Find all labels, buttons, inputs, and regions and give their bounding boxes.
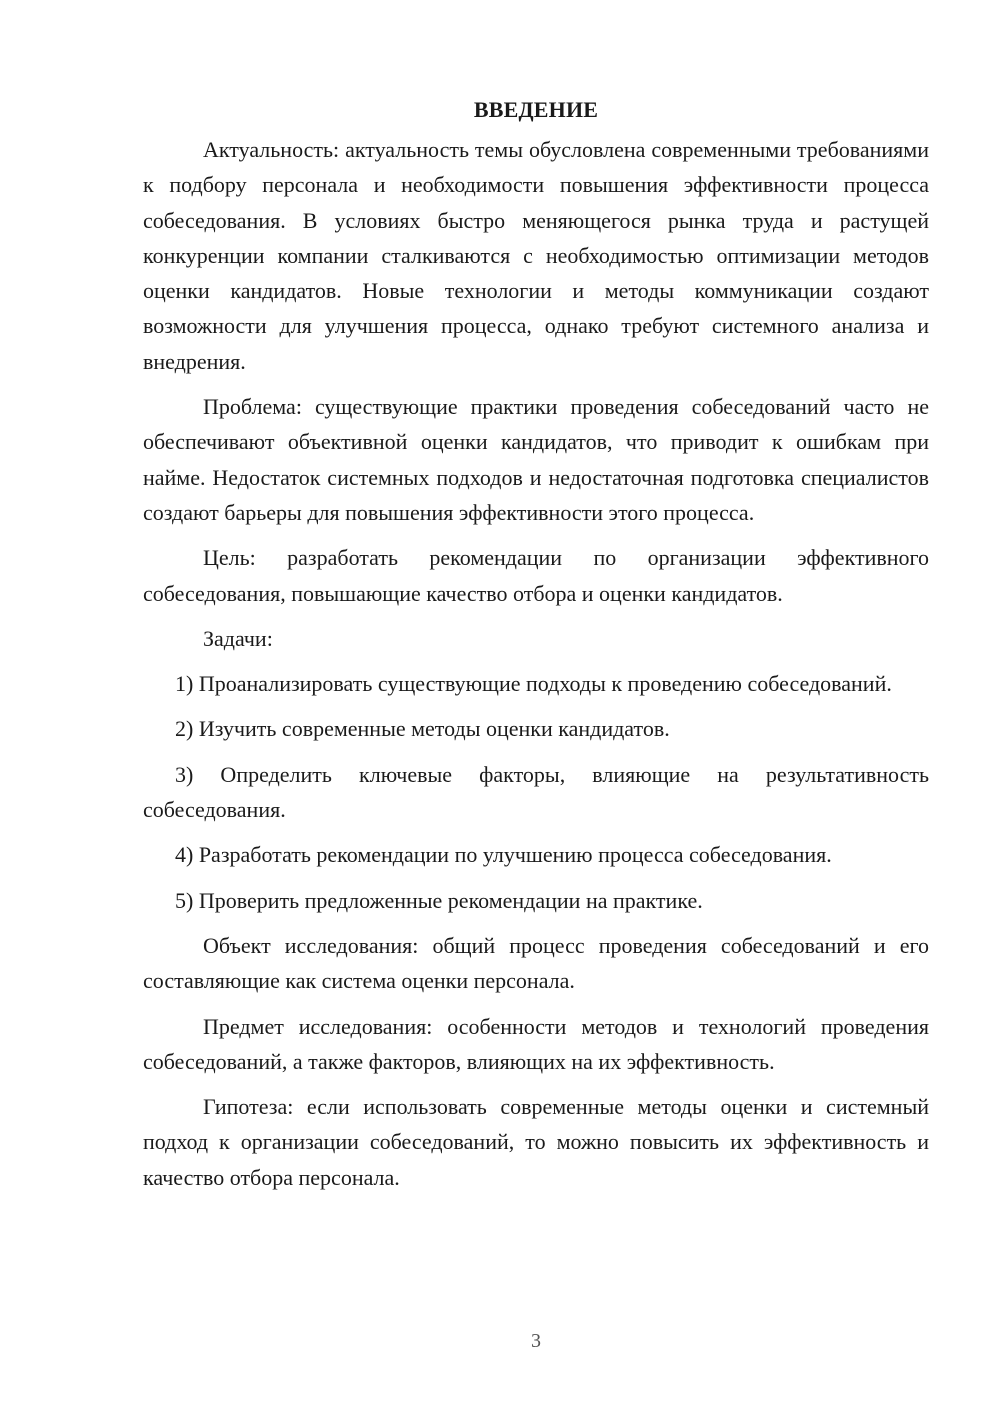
list-item: 1) Проанализировать существующие подходы к проведению собеседований.: [175, 671, 892, 697]
paragraph-goal: Цель: разработать рекомендации по организации эффективного собеседования, повышающие качество отбора и оценки кандидатов.: [143, 545, 929, 606]
document-title: ВВЕДЕНИЕ: [473, 97, 599, 122]
tasks-list: [143, 666, 929, 918]
tasks-heading: Задачи:: [203, 625, 273, 651]
page-number: 3: [531, 1330, 541, 1352]
list-item: 5) Проверить предложенные рекомендации на практике.: [175, 887, 703, 913]
list-item: 4) Разработать рекомендации по улучшению процесса собеседования.: [175, 842, 832, 868]
paragraph-subject: Предмет исследования: особенности методов и технологий проведения собеседований, а также факторов, влияющих на их эффективность.: [143, 1013, 929, 1074]
list-item: 2) Изучить современные методы оценки кандидатов.: [175, 716, 670, 742]
paragraph-hypothesis: Гипотеза: если использовать современные методы оценки и системный подход к организации собеседований, то можно повысить их эффективность и качество отбора персонала.: [143, 1094, 929, 1190]
paragraph-relevance: Актуальность: актуальность темы обусловлена современными требованиями к подбору персонала и необходимости повышения эффективности процесса собеседования. В условиях быстро меняющегося рынка труда и растущей конкуренции компании сталкиваются с необходимостью оптимизации методов оценки кандидатов. Новые технологии и методы коммуникации создают возможности для улучшения процесса, однако требуют системного анализа и внедрения.: [143, 137, 929, 374]
paragraph-problem: Проблема: существующие практики проведения собеседований часто не обеспечивают объективной оценки кандидатов, что приводит к ошибкам при найме. Недостаток системных подходов и недостаточная подготовка специалистов создают барьеры для повышения эффективности этого процесса.: [143, 394, 929, 525]
document-page: [143, 92, 929, 1205]
list-item: 3) Определить ключевые факторы, влияющие на результативность собеседования.: [143, 761, 929, 823]
paragraph-object: Объект исследования: общий процесс проведения собеседований и его составляющие как система оценки персонала.: [143, 932, 929, 994]
